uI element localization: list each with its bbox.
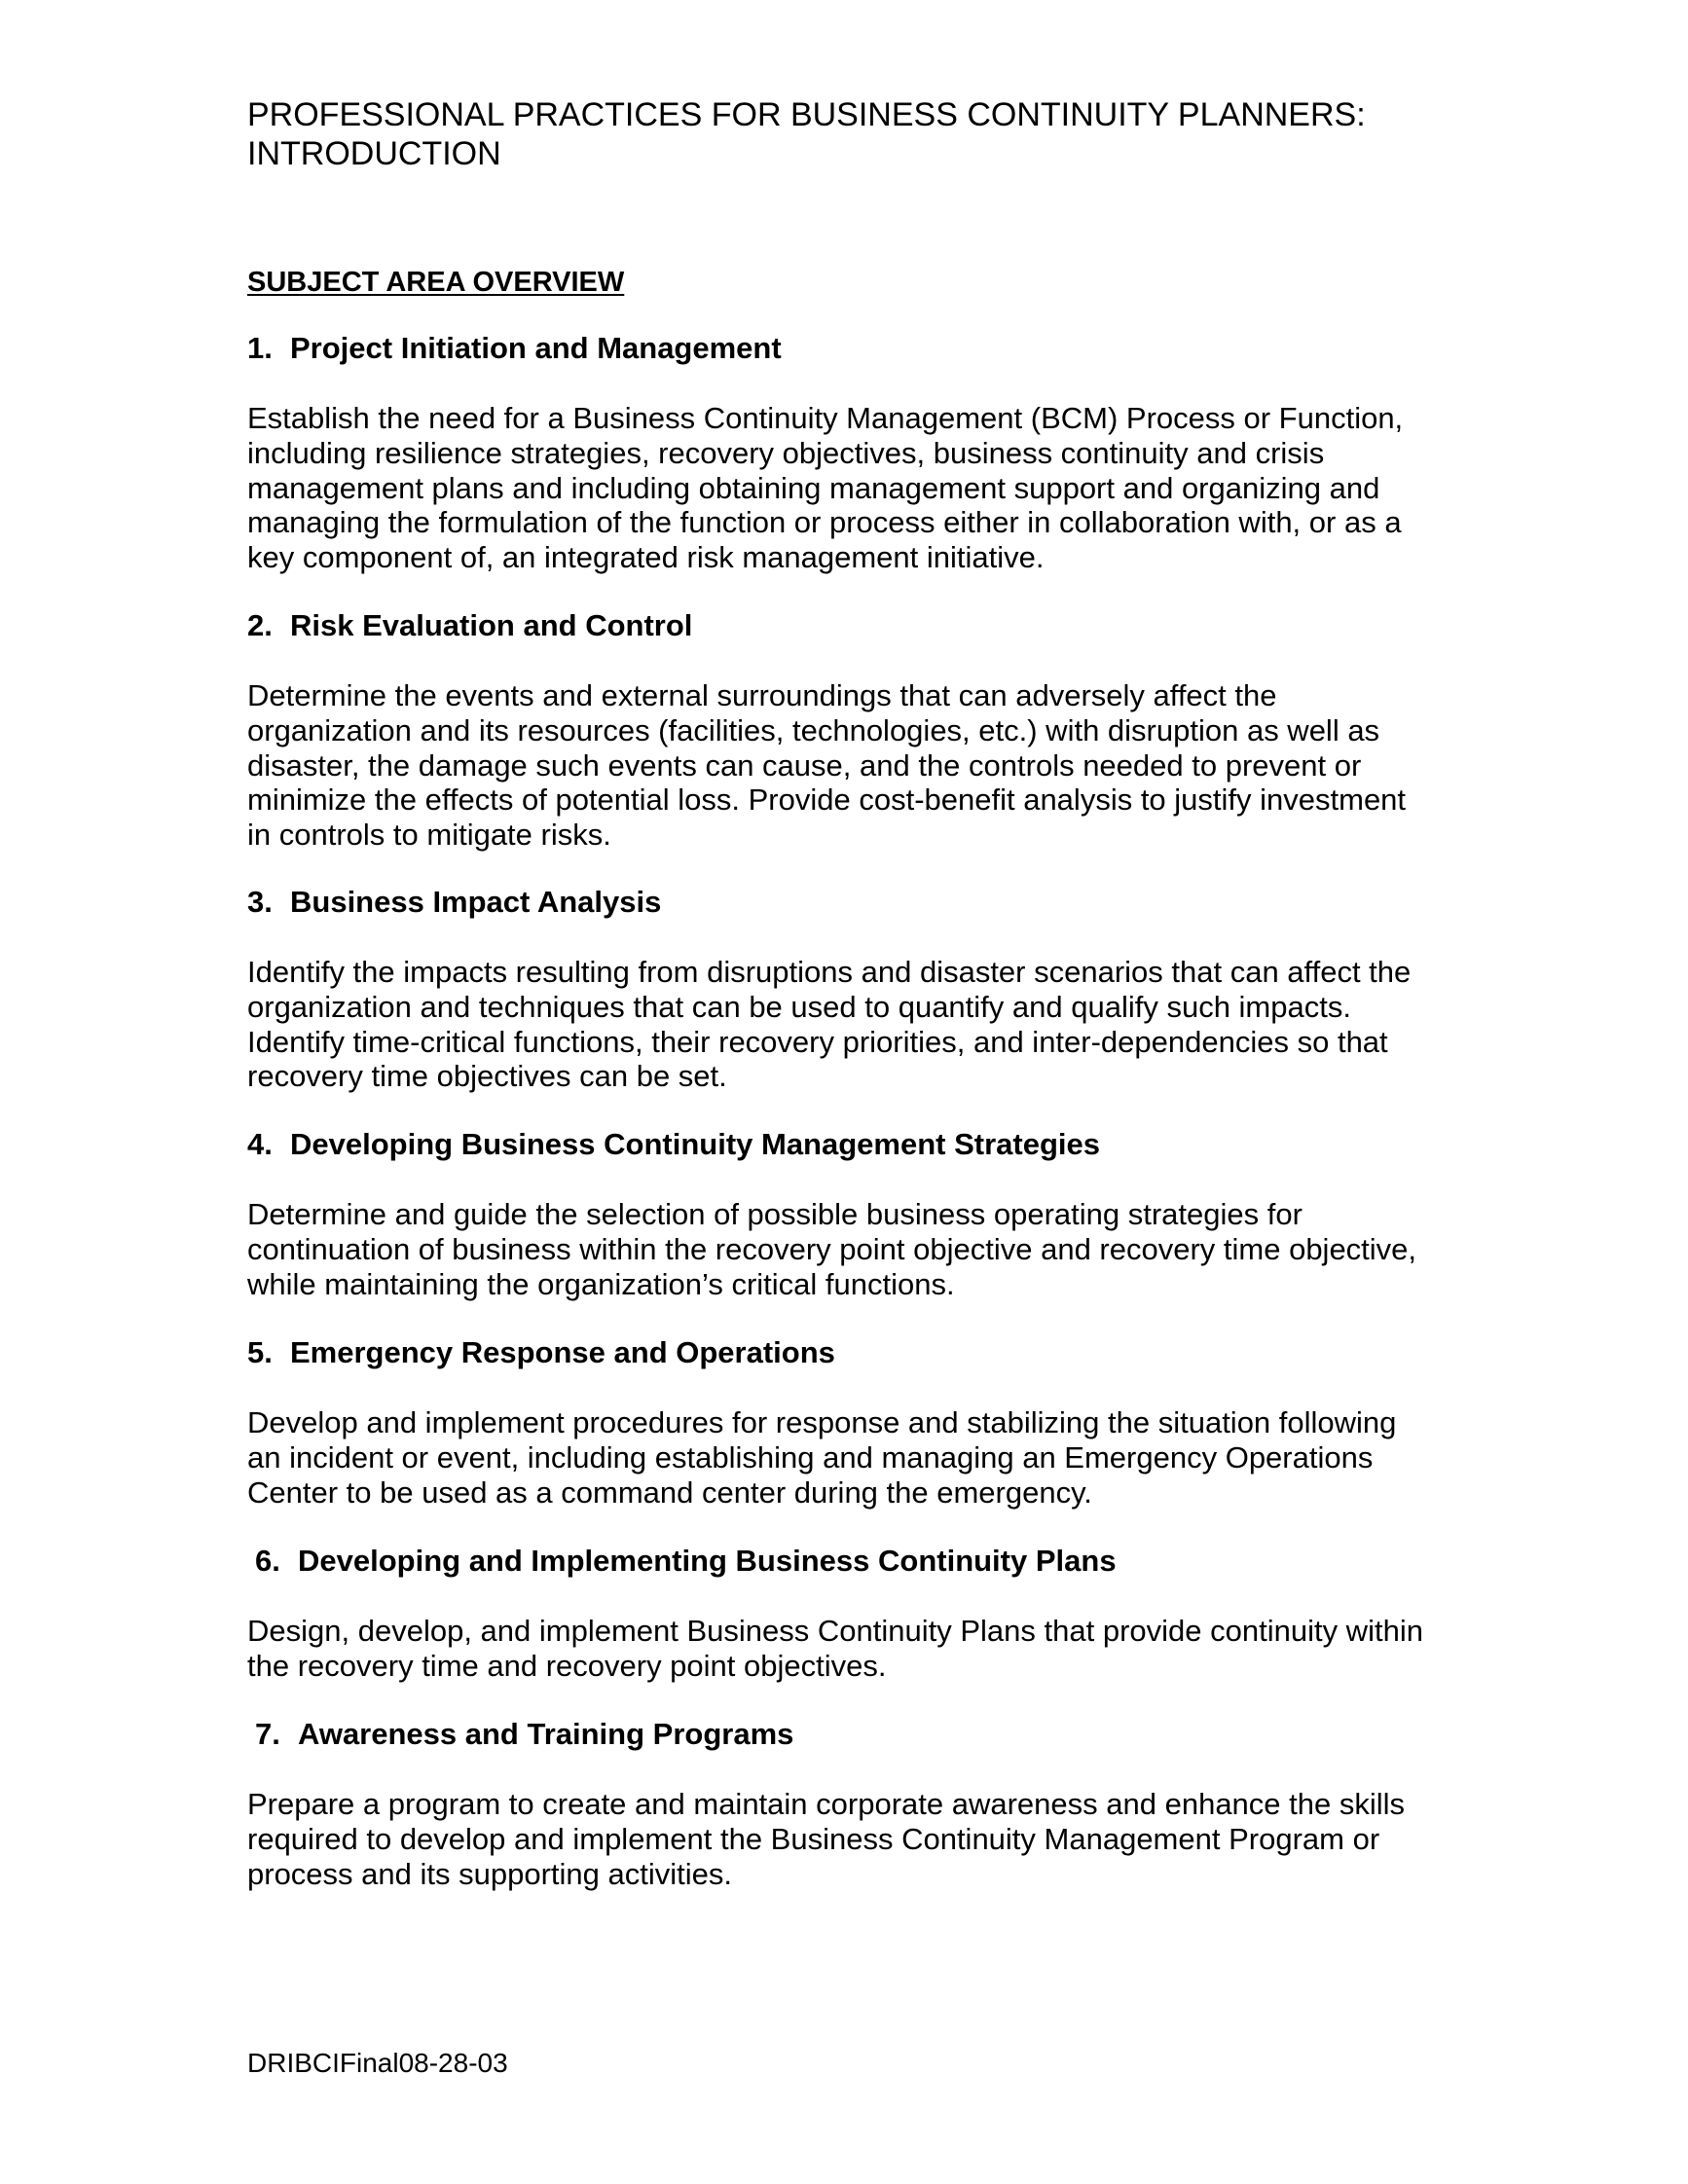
- section-title: Risk Evaluation and Control: [290, 608, 693, 642]
- body-line: Center to be used as a command center during the emergency.: [247, 1474, 1092, 1510]
- section-heading-7: [255, 1717, 793, 1752]
- section-number: 6.: [255, 1544, 280, 1578]
- section-body-2: [247, 678, 1464, 853]
- section-title: Project Initiation and Management: [290, 331, 782, 365]
- section-title: Awareness and Training Programs: [298, 1717, 794, 1751]
- section-heading-4: [247, 1127, 1100, 1162]
- section-title: Business Impact Analysis: [290, 885, 662, 919]
- body-line: recovery time objectives can be set.: [247, 1059, 727, 1094]
- section-heading-5: [247, 1335, 835, 1370]
- section-body-5: [247, 1405, 1464, 1510]
- body-line: management plans and including obtaining management support and organizing and: [247, 470, 1380, 505]
- body-line: an incident or event, including establishing and managing an Emergency Operations: [247, 1439, 1374, 1474]
- body-line: Identify time-critical functions, their recovery priorities, and inter-dependencies so that: [247, 1024, 1388, 1059]
- section-number: 4.: [247, 1127, 273, 1161]
- section-number: 2.: [247, 608, 273, 642]
- body-line: Establish the need for a Business Continuity Management (BCM) Process or Function,: [247, 401, 1404, 435]
- section-body-4: [247, 1197, 1464, 1301]
- document-footer: DRIBCIFinal08-28-03: [247, 2048, 508, 2078]
- document-title: [247, 95, 1474, 173]
- body-line: key component of, an integrated risk management initiative.: [247, 540, 1045, 575]
- body-line: Identify the impacts resulting from disruptions and disaster scenarios that can affect the: [247, 955, 1412, 989]
- section-title: Emergency Response and Operations: [290, 1335, 835, 1369]
- section-heading-2: [247, 608, 692, 643]
- section-body-7: [247, 1787, 1464, 1891]
- body-line: continuation of business within the recovery point objective and recovery time objective,: [247, 1231, 1417, 1266]
- body-line: Determine the events and external surroundings that can adversely affect the: [247, 678, 1277, 712]
- body-line: organization and its resources (facilities, technologies, etc.) with disruption as well as: [247, 712, 1380, 747]
- section-body-6: [247, 1614, 1464, 1684]
- body-line: the recovery time and recovery point objectives.: [247, 1648, 887, 1683]
- title-line: INTRODUCTION: [247, 135, 501, 172]
- section-body-3: [247, 955, 1464, 1094]
- body-line: managing the formulation of the function or process either in collaboration with, or as a: [247, 505, 1402, 540]
- section-heading-3: [247, 885, 661, 920]
- section-number: 3.: [247, 885, 273, 919]
- body-line: Determine and guide the selection of possible business operating strategies for: [247, 1197, 1303, 1231]
- body-line: Develop and implement procedures for response and stabilizing the situation following: [247, 1405, 1397, 1439]
- body-line: Prepare a program to create and maintain corporate awareness and enhance the skills: [247, 1787, 1406, 1821]
- body-line: minimize the effects of potential loss. Provide cost-benefit analysis to justify investment: [247, 783, 1407, 818]
- section-title: Developing Business Continuity Management Strategies: [290, 1127, 1100, 1161]
- section-body-1: [247, 401, 1464, 575]
- section-number: 1.: [247, 331, 273, 365]
- body-line: disaster, the damage such events can cause, and the controls needed to prevent or: [247, 747, 1362, 783]
- section-number: 5.: [247, 1335, 273, 1369]
- section-title: Developing and Implementing Business Continuity Plans: [298, 1544, 1117, 1578]
- body-line: while maintaining the organization’s critical functions.: [247, 1266, 955, 1301]
- body-line: in controls to mitigate risks.: [247, 818, 611, 853]
- body-line: including resilience strategies, recovery objectives, business continuity and crisis: [247, 435, 1325, 470]
- body-line: organization and techniques that can be used to quantify and qualify such impacts.: [247, 989, 1351, 1024]
- section-number: 7.: [255, 1717, 280, 1751]
- section-heading-6: [255, 1544, 1117, 1579]
- section-heading-1: [247, 331, 782, 366]
- body-line: Design, develop, and implement Business Continuity Plans that provide continuity within: [247, 1614, 1423, 1648]
- body-line: process and its supporting activities.: [247, 1856, 732, 1891]
- overview-heading: SUBJECT AREA OVERVIEW: [247, 267, 625, 298]
- body-line: required to develop and implement the Business Continuity Management Program or: [247, 1821, 1380, 1856]
- title-line: PROFESSIONAL PRACTICES FOR BUSINESS CONTINUITY PLANNERS:: [247, 96, 1366, 133]
